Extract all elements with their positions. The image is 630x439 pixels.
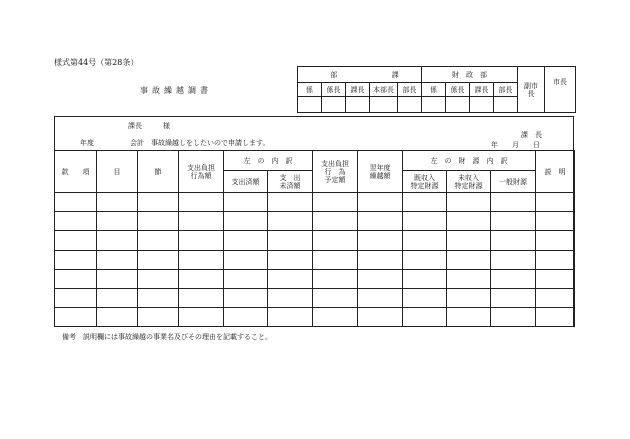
approval-stamp-cell[interactable] — [494, 97, 518, 113]
col-shishutsu-mi-l2: 未済額 — [279, 181, 301, 190]
table-cell[interactable] — [313, 288, 358, 307]
col-kurikoshi — [358, 151, 403, 193]
table-cell[interactable] — [447, 212, 491, 231]
table-cell[interactable] — [268, 307, 313, 326]
table-cell[interactable] — [97, 231, 138, 250]
approval-table — [297, 66, 575, 112]
table-cell[interactable] — [491, 212, 536, 231]
table-cell[interactable] — [179, 231, 224, 250]
col-moku: 目 — [97, 151, 138, 193]
approval-stamp-cell[interactable] — [298, 97, 322, 113]
table-cell[interactable] — [224, 231, 268, 250]
col-setsu: 節 — [138, 151, 179, 193]
table-cell[interactable] — [138, 231, 179, 250]
table-cell[interactable] — [224, 250, 268, 269]
form-number: 様式第44号（第28条） — [54, 58, 139, 67]
table-cell[interactable] — [536, 250, 575, 269]
approval-cell: 部長 — [398, 83, 422, 97]
table-cell[interactable] — [97, 269, 138, 288]
table-cell[interactable] — [138, 307, 179, 326]
fiscal-year: 年度 — [80, 139, 94, 147]
col-shishutsu-futan — [179, 151, 224, 193]
table-cell[interactable] — [179, 193, 224, 212]
approval-cell: 係長 — [446, 83, 470, 97]
table-cell[interactable] — [358, 250, 403, 269]
table-row — [55, 250, 575, 269]
col-kou: 項 — [82, 167, 90, 176]
table-row — [55, 288, 575, 307]
table-cell[interactable] — [536, 193, 575, 212]
table-cell[interactable] — [97, 307, 138, 326]
table-cell[interactable] — [97, 288, 138, 307]
col-uchiwake-left: 左 の 内 訳 — [224, 151, 313, 171]
table-cell[interactable] — [447, 307, 491, 326]
table-cell[interactable] — [358, 307, 403, 326]
table-cell[interactable] — [138, 212, 179, 231]
table-cell[interactable] — [403, 269, 447, 288]
table-cell[interactable] — [55, 193, 97, 212]
table-cell[interactable] — [268, 231, 313, 250]
table-cell[interactable] — [403, 288, 447, 307]
table-cell[interactable] — [358, 212, 403, 231]
col-kishu-l1: 既収入 — [414, 173, 435, 182]
table-cell[interactable] — [138, 193, 179, 212]
table-cell[interactable] — [313, 250, 358, 269]
table-cell[interactable] — [313, 193, 358, 212]
remark-note: 備考 説明欄には事故繰越の事業名及びその理由を記載すること。 — [62, 333, 272, 341]
table-cell[interactable] — [179, 250, 224, 269]
table-cell[interactable] — [447, 288, 491, 307]
col-setsumei: 説 明 — [536, 151, 575, 193]
approval-shicho: 市長 — [545, 67, 576, 113]
col-shishutsu-mi — [268, 171, 313, 193]
table-cell[interactable] — [491, 307, 536, 326]
table-cell[interactable] — [536, 288, 575, 307]
col-kurikoshi-l2: 繰越額 — [369, 171, 391, 180]
table-cell[interactable] — [358, 269, 403, 288]
table-cell[interactable] — [224, 193, 268, 212]
table-cell[interactable] — [55, 307, 97, 326]
table-cell[interactable] — [403, 212, 447, 231]
approval-cell: 係 — [422, 83, 446, 97]
approval-ka: 課 — [370, 67, 422, 83]
table-cell[interactable] — [313, 307, 358, 326]
col-shishutsu-futan-l1: 支出負担 — [187, 163, 215, 172]
table-cell[interactable] — [491, 288, 536, 307]
approval-bu: 部 — [298, 67, 370, 83]
table-cell[interactable] — [403, 307, 447, 326]
table-cell[interactable] — [268, 288, 313, 307]
table-cell[interactable] — [447, 269, 491, 288]
table-cell[interactable] — [268, 193, 313, 212]
approval-fukushicho: 副市長 — [518, 67, 545, 113]
approval-cell: 部長 — [494, 83, 518, 97]
table-cell[interactable] — [55, 212, 97, 231]
table-cell[interactable] — [536, 307, 575, 326]
table-cell[interactable] — [55, 231, 97, 250]
table-cell[interactable] — [55, 269, 97, 288]
table-cell[interactable] — [403, 250, 447, 269]
table-cell[interactable] — [491, 269, 536, 288]
col-zaigen: 左 の 財 源 内 訳 — [403, 151, 536, 171]
col-kurikoshi-l1: 翌年度 — [369, 163, 391, 172]
col-yotei-l1: 支出負担 — [321, 159, 349, 168]
table-cell[interactable] — [536, 212, 575, 231]
approval-cell: 課長 — [346, 83, 370, 97]
table-cell[interactable] — [138, 250, 179, 269]
signer-title: 課 長 — [521, 131, 542, 139]
table-cell[interactable] — [491, 193, 536, 212]
table-cell[interactable] — [358, 193, 403, 212]
col-mishu-l1: 未収入 — [458, 173, 479, 182]
table-cell[interactable] — [358, 231, 403, 250]
col-shishutsu-mi-l1: 支 出 — [279, 173, 301, 182]
table-cell[interactable] — [536, 231, 575, 250]
col-shishutsu-zumi: 支出済額 — [224, 171, 268, 193]
approval-zaisei: 財 政 部 — [422, 67, 518, 83]
table-cell[interactable] — [224, 288, 268, 307]
col-yotei-l3: 予定額 — [324, 175, 346, 184]
table-cell[interactable] — [447, 250, 491, 269]
table-cell[interactable] — [97, 250, 138, 269]
col-kan-kou — [55, 151, 97, 193]
approval-cell: 課長 — [470, 83, 494, 97]
approval-stamp-cell[interactable] — [446, 97, 470, 113]
table-cell[interactable] — [179, 288, 224, 307]
table-cell[interactable] — [55, 250, 97, 269]
table-cell[interactable] — [313, 231, 358, 250]
approval-stamp-cell[interactable] — [398, 97, 422, 113]
table-row — [55, 307, 575, 326]
table-cell[interactable] — [313, 269, 358, 288]
table-cell[interactable] — [179, 269, 224, 288]
table-cell[interactable] — [536, 269, 575, 288]
table-cell[interactable] — [447, 231, 491, 250]
col-yotei-l2: 行 為 — [324, 167, 346, 176]
table-cell[interactable] — [224, 269, 268, 288]
table-cell[interactable] — [447, 193, 491, 212]
table-cell[interactable] — [224, 307, 268, 326]
table-cell[interactable] — [138, 288, 179, 307]
table-cell[interactable] — [403, 231, 447, 250]
table-cell[interactable] — [55, 288, 97, 307]
table-cell[interactable] — [224, 212, 268, 231]
approval-stamp-cell[interactable] — [346, 97, 370, 113]
application-date: 年 月 日 — [491, 141, 540, 149]
approval-stamp-cell[interactable] — [370, 97, 398, 113]
table-cell[interactable] — [268, 269, 313, 288]
col-kishu-l2: 特定財源 — [410, 181, 439, 190]
addressee: 課長 様 — [128, 122, 170, 130]
table-cell[interactable] — [179, 212, 224, 231]
table-cell[interactable] — [179, 307, 224, 326]
table-cell[interactable] — [313, 212, 358, 231]
approval-stamp-cell[interactable] — [422, 97, 446, 113]
col-mishu-l2: 特定財源 — [454, 181, 483, 190]
table-cell[interactable] — [138, 269, 179, 288]
col-ippan: 一般財源 — [491, 171, 536, 193]
approval-cell: 係 — [298, 83, 322, 97]
approval-cell: 係長 — [322, 83, 346, 97]
col-kan: 款 — [61, 167, 69, 176]
col-kishu — [403, 171, 447, 193]
table-cell[interactable] — [358, 288, 403, 307]
table-cell[interactable] — [491, 231, 536, 250]
approval-cell: 本部長 — [370, 83, 398, 97]
table-row — [55, 212, 575, 231]
table-cell[interactable] — [97, 193, 138, 212]
table-row — [55, 231, 575, 250]
table-cell[interactable] — [97, 212, 138, 231]
table-row — [55, 269, 575, 288]
table-row — [55, 193, 575, 212]
approval-stamp-cell[interactable] — [470, 97, 494, 113]
table-cell[interactable] — [491, 250, 536, 269]
col-shishutsu-futan-l2: 行為額 — [190, 171, 212, 180]
doc-title: 事故繰越調書 — [140, 86, 212, 95]
table-cell[interactable] — [268, 250, 313, 269]
col-yotei — [313, 151, 358, 193]
approval-stamp-cell[interactable] — [322, 97, 346, 113]
col-mishu — [447, 171, 491, 193]
table-cell[interactable] — [403, 193, 447, 212]
table-cell[interactable] — [268, 212, 313, 231]
application-statement: 会計 事故繰越しをしたいので申請します。 — [130, 139, 270, 147]
carryover-table — [54, 150, 574, 327]
